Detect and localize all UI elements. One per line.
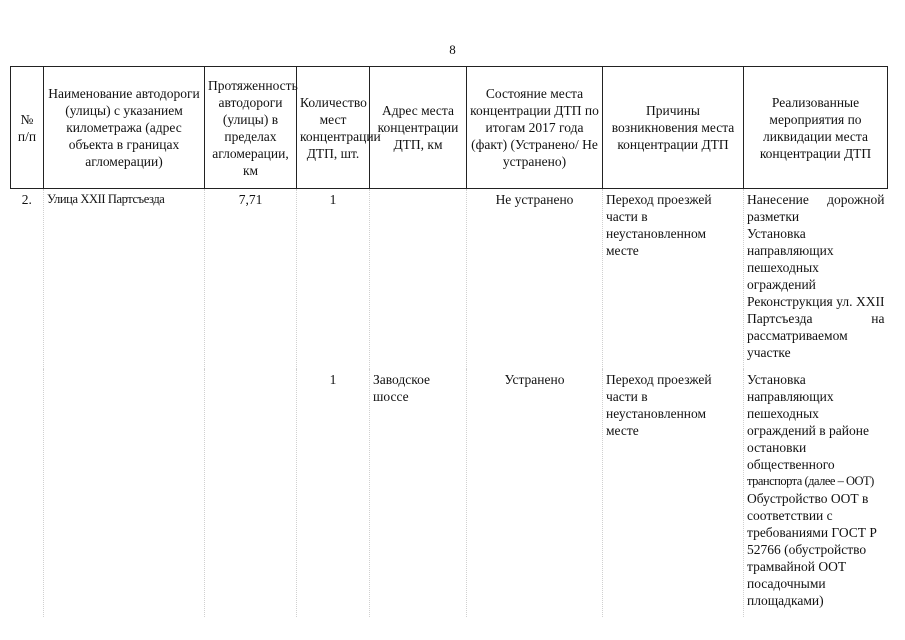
table-row [11, 369, 888, 617]
cell-measures [744, 369, 888, 617]
page-number: 8 [449, 42, 456, 57]
measure-item: Установка направляющих пешеходных ограждений [747, 226, 834, 292]
cell-num [11, 369, 44, 617]
cell-reason: Переход проезжей части в неустановленном месте [603, 189, 744, 370]
table-row [11, 189, 888, 370]
table-header-row [11, 67, 888, 189]
measure-item: транспорта (далее – ООТ) [747, 474, 874, 488]
cell-num: 2. [21, 192, 32, 207]
cell-length: 7,71 [205, 189, 297, 370]
cell-reason: Переход проезжей части в неустановленном месте [603, 369, 744, 617]
cell-count: 1 [297, 189, 370, 370]
cell-road-name: Улица XXII Партсъезда [44, 189, 205, 370]
header-reasons: Причины возникновения места концентрации ДТП [603, 67, 744, 189]
dtp-concentration-table [10, 66, 888, 617]
header-num: № п/п [11, 67, 44, 189]
header-address: Адрес места концентрации ДТП, км [370, 67, 467, 189]
cell-status: Устранено [467, 369, 603, 617]
cell-measures [744, 189, 888, 370]
header-measures: Реализованные мероприятия по ликвидации места концентрации ДТП [744, 67, 888, 189]
cell-address: Заводское шоссе [370, 369, 467, 617]
cell-length [205, 369, 297, 617]
measure-item: Реконструкция ул. XXII Партсъезда на рассматриваемом участке [747, 294, 885, 360]
cell-status: Не устранено [467, 189, 603, 370]
cell-count: 1 [297, 369, 370, 617]
header-road-name: Наименование автодороги (улицы) с указанием километража (адрес объекта в границах агломерации) [44, 67, 205, 189]
measure-item: Нанесение дорожной разметки [747, 192, 885, 224]
header-status: Состояние места концентрации ДТП по итогам 2017 года (факт) (Устранено/ Не устранено) [467, 67, 603, 189]
header-length: Протяженность автодороги (улицы) в пределах агломерации, км [205, 67, 297, 189]
measure-item: Установка направляющих пешеходных ограждений в районе остановки общественного [747, 372, 869, 472]
header-count: Количество мест концентрации ДТП, шт. [297, 67, 370, 189]
cell-address [370, 189, 467, 370]
measure-item: Обустройство ООТ в соответствии с требованиями ГОСТ Р 52766 (обустройство трамвайной ООТ посадочными площадками) [747, 491, 877, 608]
cell-road-name [44, 369, 205, 617]
